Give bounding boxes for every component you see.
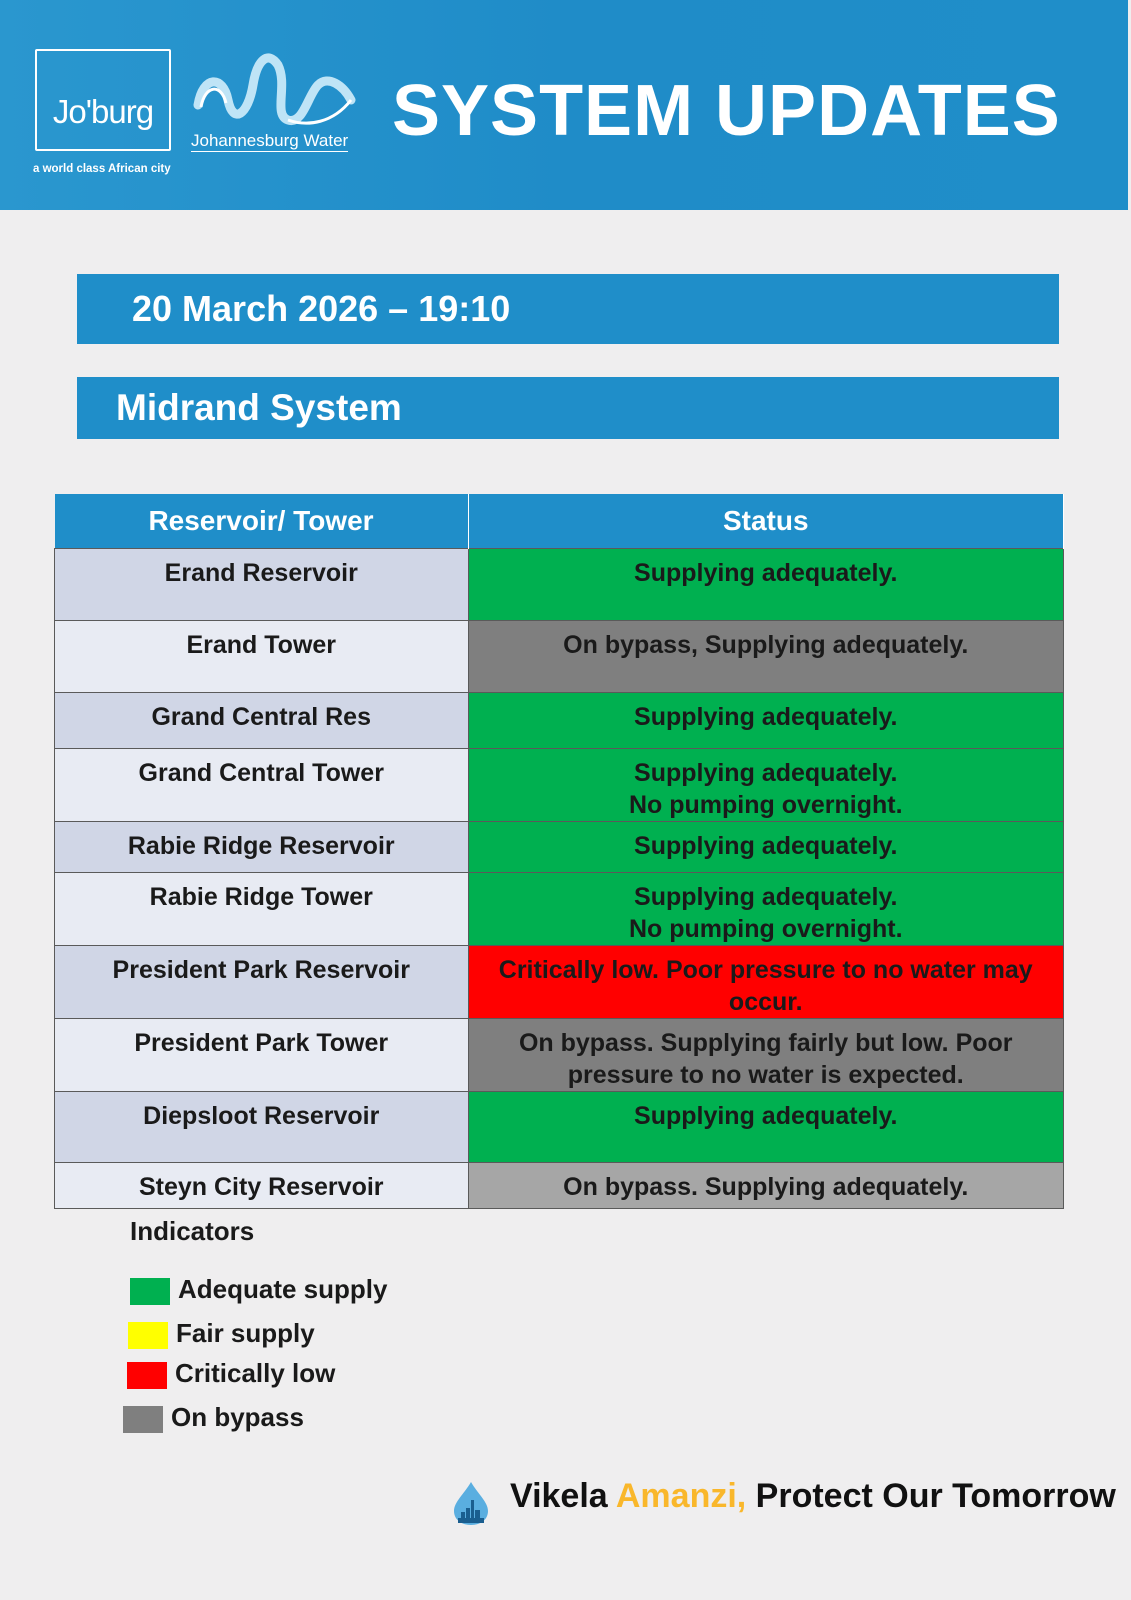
table-row: [55, 1163, 1064, 1209]
date-bar: 20 March 2026 – 19:10: [77, 274, 1059, 344]
legend-label: Adequate supply: [178, 1274, 388, 1304]
location-cell: Rabie Ridge Tower: [55, 873, 469, 946]
location-cell: Steyn City Reservoir: [55, 1163, 469, 1209]
legend-swatch-grey: [123, 1406, 163, 1433]
column-header-location: Reservoir/ Tower: [55, 494, 469, 549]
column-header-status: Status: [468, 494, 1064, 549]
status-cell: Supplying adequately.: [468, 693, 1064, 749]
status-cell: Supplying adequately.: [468, 549, 1064, 621]
table-row: [55, 873, 1064, 946]
water-drop-icon: [448, 1480, 494, 1526]
legend-label: On bypass: [171, 1402, 304, 1432]
legend-item-bypass: [123, 1402, 304, 1433]
slogan-amanzi: Amanzi,: [615, 1477, 747, 1515]
status-cell: [468, 873, 1064, 946]
indicators-title: Indicators: [130, 1216, 255, 1246]
status-cell: Critically low. Poor pressure to no water may occur.: [468, 946, 1064, 1019]
status-cell: Supplying adequately.: [468, 1092, 1064, 1163]
slogan-part-1: Vikela: [510, 1477, 616, 1515]
legend-swatch-green: [130, 1278, 170, 1305]
table-row: [55, 946, 1064, 1019]
legend-swatch-yellow: [128, 1322, 168, 1349]
page-title: SYSTEM UPDATES: [392, 71, 1061, 151]
johannesburg-water-text: Johannesburg Water: [191, 131, 349, 150]
status-cell: Supplying adequately.: [468, 822, 1064, 873]
table-row: [55, 1092, 1064, 1163]
location-cell: Diepsloot Reservoir: [55, 1092, 469, 1163]
legend-item-critical: [127, 1358, 335, 1389]
location-cell: President Park Tower: [55, 1019, 469, 1092]
legend-item-fair: [128, 1318, 315, 1349]
legend-label: Fair supply: [176, 1318, 315, 1348]
legend-item-adequate: [130, 1274, 387, 1305]
joburg-tagline: a world class African city: [33, 163, 171, 175]
table-row: [55, 693, 1064, 749]
status-cell: On bypass. Supplying adequately.: [468, 1163, 1064, 1209]
location-cell: Grand Central Tower: [55, 749, 469, 822]
slogan: [510, 1477, 1116, 1516]
status-line-2: No pumping overnight.: [628, 915, 903, 943]
legend-label: Critically low: [175, 1358, 336, 1388]
slogan-part-3: Protect Our Tomorrow: [746, 1477, 1116, 1515]
status-cell: [468, 749, 1064, 822]
table-header-row: [55, 494, 1064, 549]
table-row: [55, 621, 1064, 693]
table-row: [55, 1019, 1064, 1092]
status-line: Supplying adequately.: [634, 759, 898, 787]
header-banner: [0, 0, 1128, 210]
joburg-logo-text: Jo'burg: [52, 93, 154, 130]
table-row: [55, 749, 1064, 822]
location-cell: Rabie Ridge Reservoir: [55, 822, 469, 873]
status-cell: On bypass. Supplying fairly but low. Poor pressure to no water is expected.: [468, 1019, 1064, 1092]
location-cell: Erand Reservoir: [55, 549, 469, 621]
location-cell: Grand Central Res: [55, 693, 469, 749]
table-row: [55, 822, 1064, 873]
status-cell: On bypass, Supplying adequately.: [468, 621, 1064, 693]
location-cell: President Park Reservoir: [55, 946, 469, 1019]
status-line: Supplying adequately.: [634, 883, 898, 911]
legend-swatch-red: [127, 1362, 167, 1389]
joburg-logo: [35, 49, 171, 151]
table-row: [55, 549, 1064, 621]
status-table: [54, 494, 1064, 1209]
location-cell: Erand Tower: [55, 621, 469, 693]
status-line-2: No pumping overnight.: [628, 791, 903, 819]
system-bar: Midrand System: [77, 377, 1059, 439]
